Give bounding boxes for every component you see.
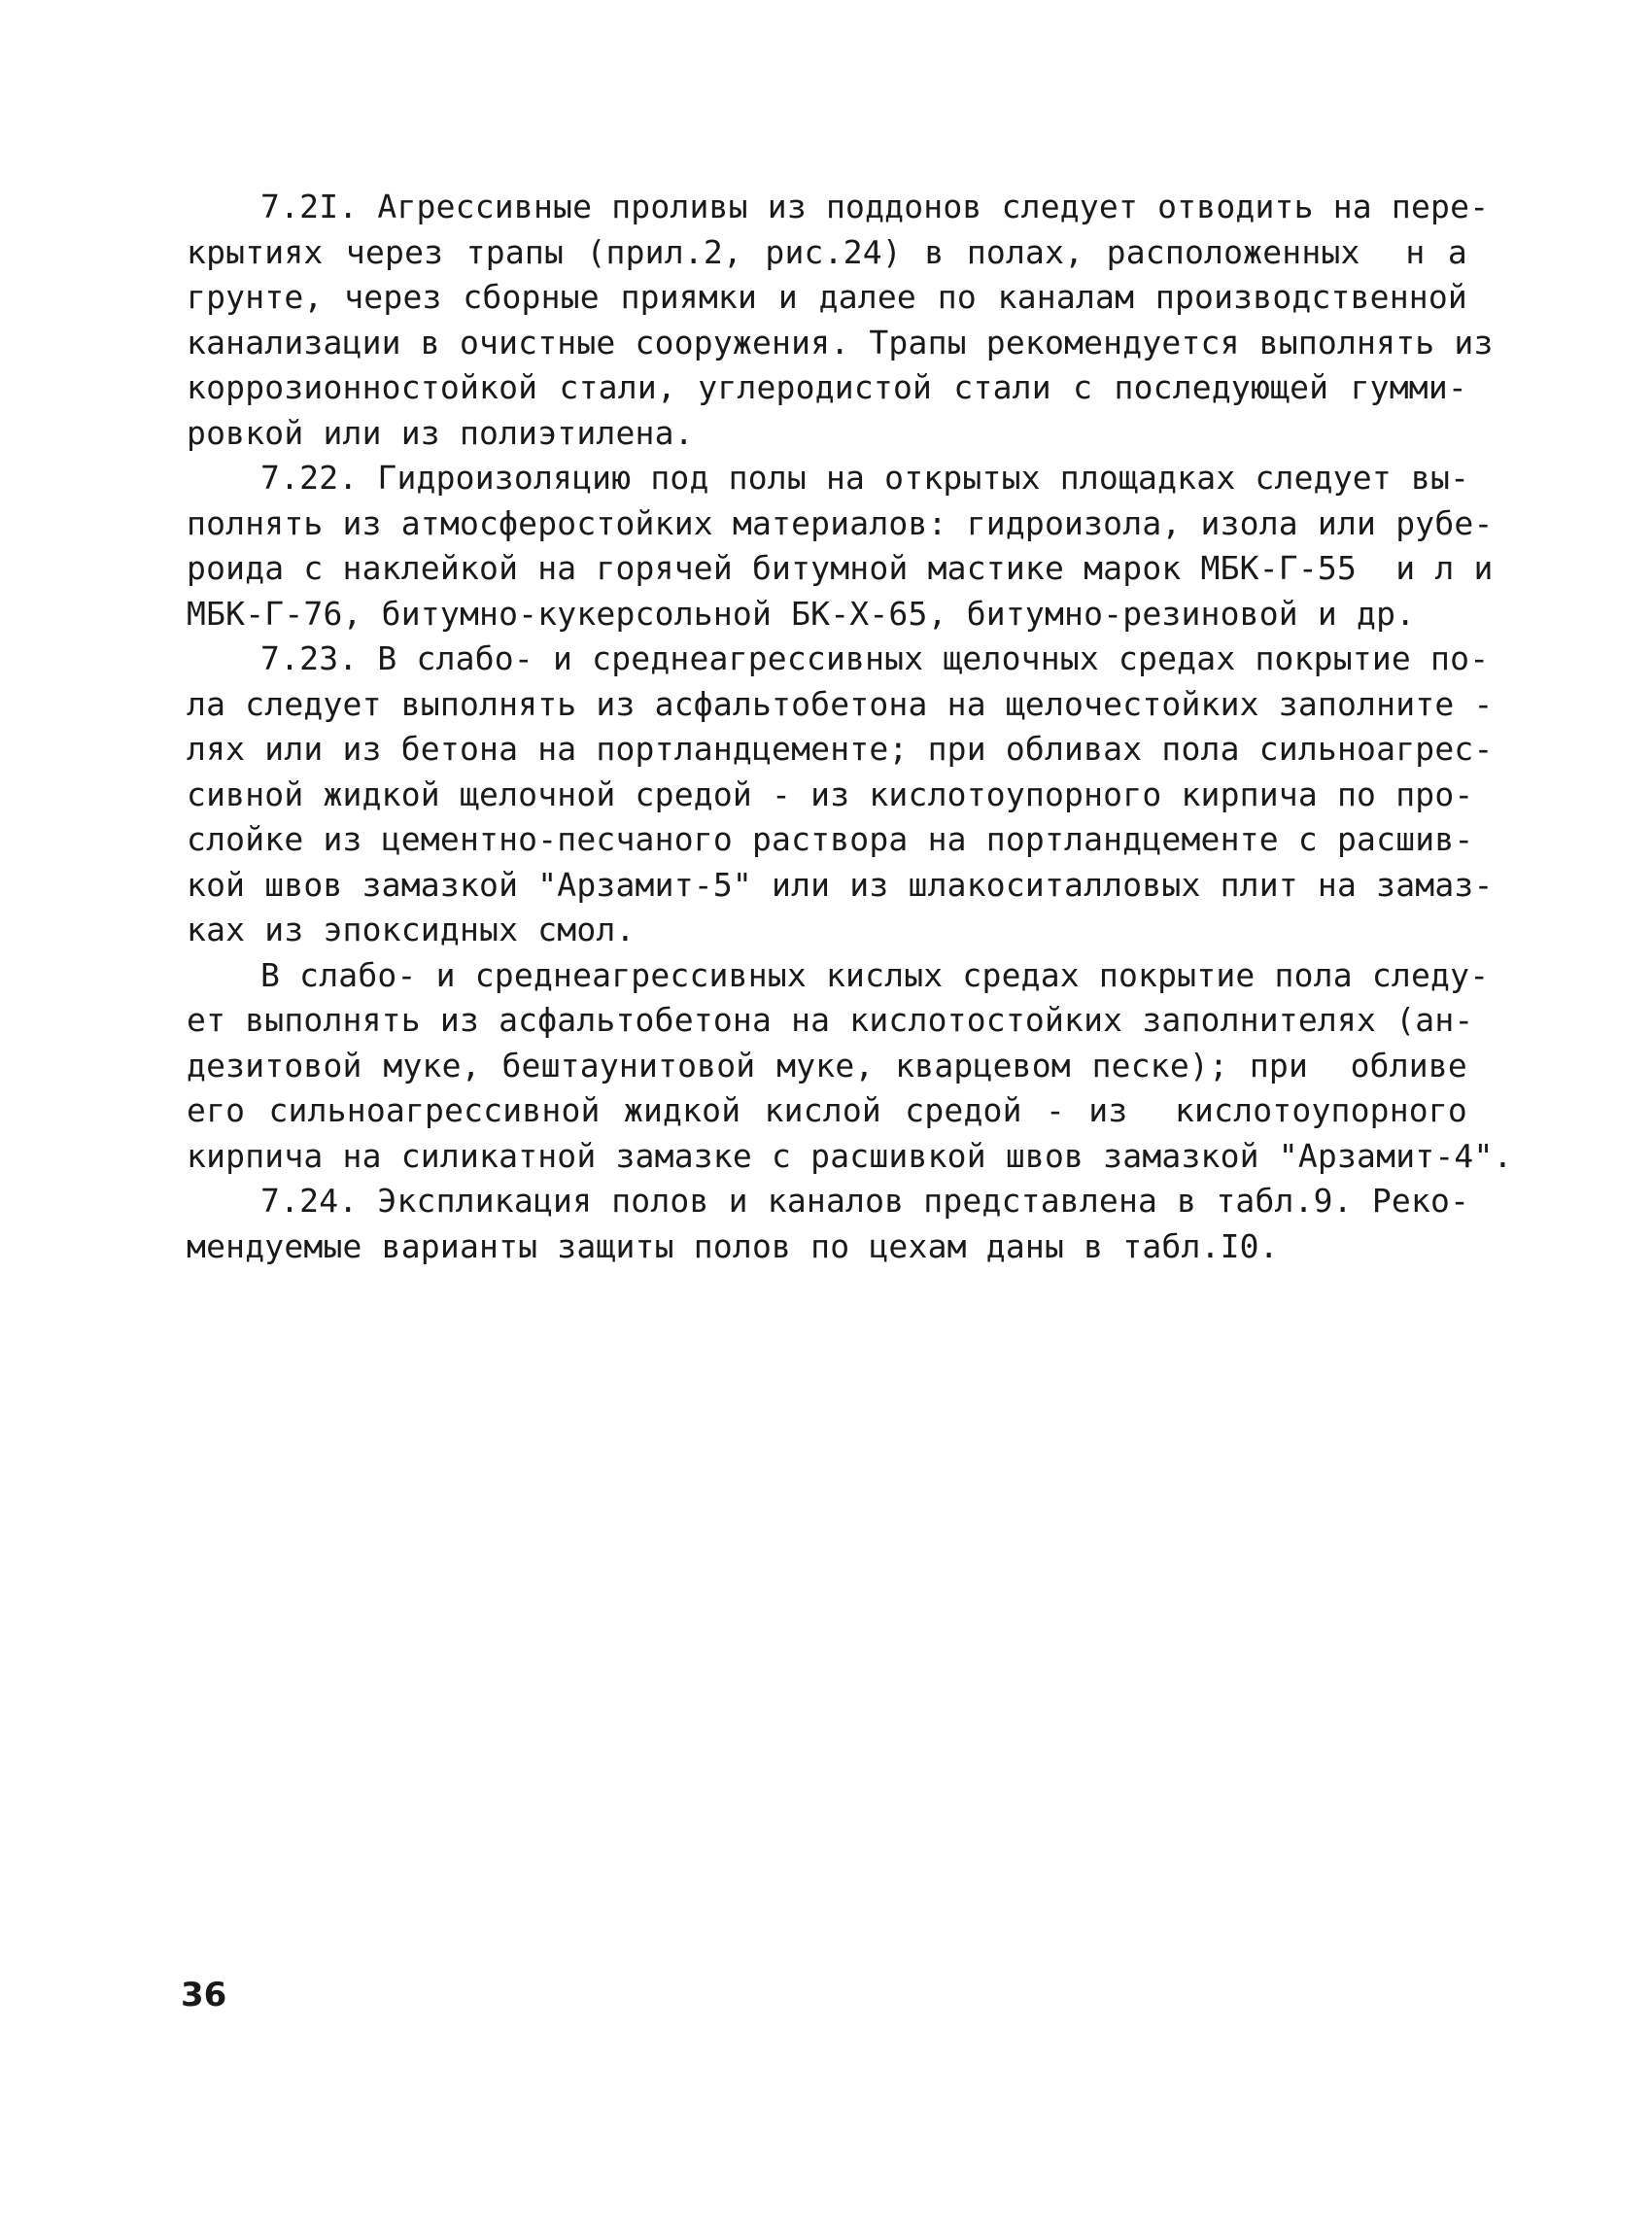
text-line: ла следует выполнять из асфальтобетона на щелочестойких заполните - [187, 684, 1494, 723]
text-line: дезитовой муке, бештаунитовой муке, кварцевом песке); при обливе [187, 1046, 1467, 1085]
text-line: его сильноагрессивной жидкой кислой средой - из кислотоупорного [187, 1091, 1467, 1129]
text-line: полнять из атмосферостойких материалов: гидроизола, изола или рубе- [187, 503, 1494, 542]
text-line: МБК-Г-76, битумно-кукерсольной БК-Х-65, битумно-резиновой и др. [187, 594, 1416, 633]
text-line: кирпича на силикатной замазке с расшивкой швов замазкой "Арзамит-4". [187, 1136, 1513, 1175]
text-line: слойке из цементно-песчаного раствора на портландцементе с расшив- [187, 820, 1474, 858]
text-line: ровкой или из полиэтилена. [187, 413, 694, 452]
text-line: 7.24. Экспликация полов и каналов представлена в табл.9. Реко- [260, 1182, 1470, 1220]
paragraph-7-22 [187, 456, 1494, 637]
text-line: В слабо- и среднеагрессивных кислых средах покрытие пола следу- [260, 955, 1490, 994]
text-line: сивной жидкой щелочной средой - из кислотоупорного кирпича по про- [187, 775, 1474, 813]
page-number: 36 [181, 1976, 227, 2014]
text-line: 7.2I. Агрессивные проливы из поддонов следует отводить на пере- [260, 188, 1490, 225]
paragraph-7-23-acid [187, 953, 1513, 1180]
text-line: роида с наклейкой на горячей битумной мастике марок МБК-Г-55 и л и [187, 549, 1494, 587]
paragraph-7-23 [187, 637, 1494, 953]
document-body [187, 185, 1513, 1269]
text-line: кой швов замазкой "Арзамит-5" или из шлакоситалловых плит на замаз- [187, 865, 1494, 904]
text-line: 7.23. В слабо- и среднеагрессивных щелочных средах покрытие по- [260, 639, 1490, 677]
paragraph-7-21 [187, 185, 1494, 456]
text-line: 7.22. Гидроизоляцию под полы на открытых площадках следует вы- [260, 459, 1470, 497]
text-line: ках из эпоксидных смол. [187, 911, 636, 948]
text-line: коррозионностойкой стали, углеродистой стали с последующей гумми- [187, 368, 1467, 406]
text-line: лях или из бетона на портландцементе; при обливах пола сильноагрес- [187, 730, 1494, 768]
text-line: крытиях через трапы (прил.2, рис.24) в полах, расположенных н а [187, 232, 1467, 271]
text-line: мендуемые варианты защиты полов по цехам даны в табл.I0. [187, 1226, 1279, 1265]
text-line: грунте, через сборные приямки и далее по каналам производственной [187, 278, 1467, 316]
text-line: канализации в очистные сооружения. Трапы рекомендуется выполнять из [187, 323, 1494, 362]
text-line: ет выполнять из асфальтобетона на кислотостойких заполнителях (ан- [187, 1001, 1474, 1039]
paragraph-7-24 [187, 1179, 1470, 1269]
